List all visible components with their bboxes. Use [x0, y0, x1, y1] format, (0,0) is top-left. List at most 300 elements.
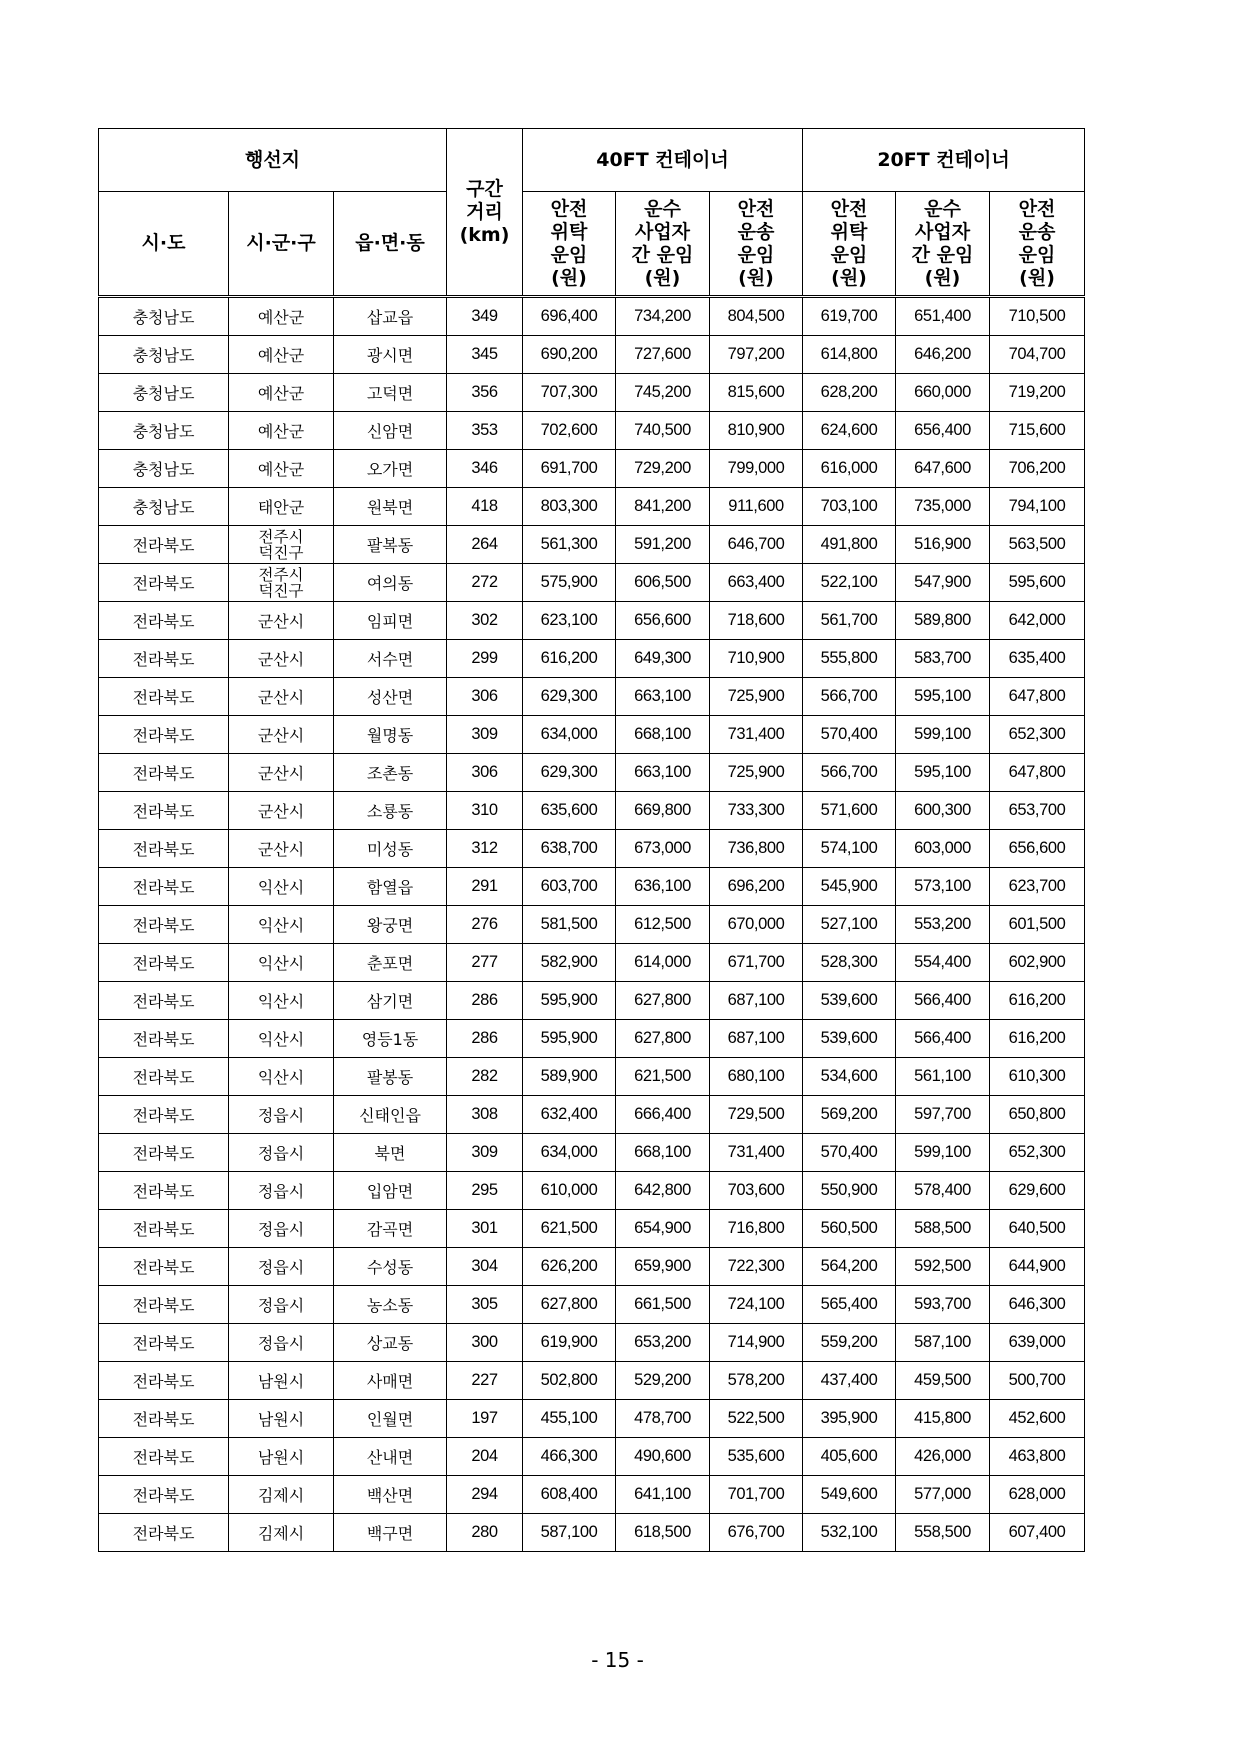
- cell-40ft-safety-transport: 731,400: [710, 1134, 803, 1172]
- cell-20ft-safety-consign: 570,400: [803, 716, 896, 754]
- cell-sigungu: 정읍시: [229, 1248, 334, 1286]
- header-fare-line: (원): [644, 266, 681, 289]
- cell-sido: 전라북도: [99, 1248, 229, 1286]
- cell-sido: 충청남도: [99, 488, 229, 526]
- cell-20ft-safety-consign: 550,900: [803, 1172, 896, 1210]
- cell-40ft-safety-consign: 616,200: [523, 640, 616, 678]
- table-row: [99, 906, 1085, 944]
- cell-40ft-safety-transport: 815,600: [710, 374, 803, 412]
- header-fare-line: (원): [831, 266, 867, 289]
- cell-40ft-safety-transport: 716,800: [710, 1210, 803, 1248]
- table-row: [99, 1514, 1085, 1552]
- cell-20ft-safety-transport: 628,000: [990, 1476, 1085, 1514]
- cell-20ft-safety-transport: 500,700: [990, 1362, 1085, 1400]
- cell-20ft-safety-transport: 656,600: [990, 830, 1085, 868]
- cell-sigungu: 예산군: [229, 336, 334, 374]
- cell-20ft-carrier: 588,500: [896, 1210, 990, 1248]
- header-fare-line: 운수: [644, 197, 681, 220]
- cell-20ft-safety-consign: 569,200: [803, 1096, 896, 1134]
- cell-eupmyeondong: 춘포면: [334, 944, 447, 982]
- cell-20ft-safety-consign: 571,600: [803, 792, 896, 830]
- header-fare-line: (원): [1019, 266, 1055, 289]
- cell-sido: 전라북도: [99, 868, 229, 906]
- table-body: [99, 297, 1085, 1552]
- cell-eupmyeondong: 함열읍: [334, 868, 447, 906]
- cell-40ft-safety-consign: 581,500: [523, 906, 616, 944]
- cell-20ft-safety-consign: 564,200: [803, 1248, 896, 1286]
- cell-eupmyeondong: 미성동: [334, 830, 447, 868]
- cell-40ft-safety-transport: 799,000: [710, 450, 803, 488]
- table-row: [99, 754, 1085, 792]
- header-fare-line: 간 운임: [631, 243, 694, 266]
- cell-40ft-safety-consign: 561,300: [523, 526, 616, 564]
- header-distance-line: (km): [459, 223, 510, 246]
- cell-20ft-safety-consign: 628,200: [803, 374, 896, 412]
- cell-20ft-carrier: 587,100: [896, 1324, 990, 1362]
- cell-sigungu: 정읍시: [229, 1324, 334, 1362]
- cell-20ft-safety-transport: 616,200: [990, 1020, 1085, 1058]
- cell-sigungu: 군산시: [229, 792, 334, 830]
- cell-20ft-carrier: 415,800: [896, 1400, 990, 1438]
- cell-20ft-safety-consign: 532,100: [803, 1514, 896, 1552]
- cell-distance: 346: [447, 450, 523, 488]
- cell-40ft-carrier: 649,300: [616, 640, 710, 678]
- header-fare-line: 위탁: [830, 220, 868, 243]
- cell-sigungu: 익산시: [229, 1058, 334, 1096]
- cell-40ft-carrier: 727,600: [616, 336, 710, 374]
- cell-eupmyeondong: 소룡동: [334, 792, 447, 830]
- table-row: [99, 1020, 1085, 1058]
- header-fare-line: (원): [551, 266, 587, 289]
- cell-40ft-safety-consign: 638,700: [523, 830, 616, 868]
- cell-40ft-safety-transport: 687,100: [710, 982, 803, 1020]
- table-row: [99, 1058, 1085, 1096]
- cell-20ft-safety-transport: 646,300: [990, 1286, 1085, 1324]
- cell-40ft-safety-consign: 589,900: [523, 1058, 616, 1096]
- cell-distance: 282: [447, 1058, 523, 1096]
- page-number: - 15 -: [591, 1648, 644, 1672]
- cell-20ft-carrier: 577,000: [896, 1476, 990, 1514]
- table-row: [99, 1210, 1085, 1248]
- cell-sido: 충청남도: [99, 450, 229, 488]
- cell-sido: 전라북도: [99, 1476, 229, 1514]
- cell-40ft-safety-transport: 731,400: [710, 716, 803, 754]
- header-fare-line: 운임: [830, 243, 868, 266]
- table-row: [99, 944, 1085, 982]
- cell-20ft-carrier: 656,400: [896, 412, 990, 450]
- cell-sido: 전라북도: [99, 1058, 229, 1096]
- cell-40ft-safety-consign: 690,200: [523, 336, 616, 374]
- cell-eupmyeondong: 백산면: [334, 1476, 447, 1514]
- cell-distance: 305: [447, 1286, 523, 1324]
- cell-sido: 전라북도: [99, 1286, 229, 1324]
- cell-20ft-safety-transport: 652,300: [990, 1134, 1085, 1172]
- cell-20ft-safety-consign: 560,500: [803, 1210, 896, 1248]
- cell-sigungu: 익산시: [229, 868, 334, 906]
- cell-20ft-safety-consign: 437,400: [803, 1362, 896, 1400]
- cell-eupmyeondong: 신태인읍: [334, 1096, 447, 1134]
- table-row: [99, 1476, 1085, 1514]
- table-row: [99, 1286, 1085, 1324]
- cell-eupmyeondong: 신암면: [334, 412, 447, 450]
- cell-distance: 295: [447, 1172, 523, 1210]
- cell-20ft-safety-transport: 640,500: [990, 1210, 1085, 1248]
- cell-40ft-safety-transport: 670,000: [710, 906, 803, 944]
- cell-40ft-safety-consign: 635,600: [523, 792, 616, 830]
- cell-sigungu: 전주시 덕진구: [229, 564, 334, 602]
- cell-20ft-safety-consign: 616,000: [803, 450, 896, 488]
- header-fare-line: 운임: [550, 243, 588, 266]
- cell-distance: 306: [447, 678, 523, 716]
- cell-distance: 309: [447, 716, 523, 754]
- cell-40ft-safety-consign: 587,100: [523, 1514, 616, 1552]
- table-row: [99, 602, 1085, 640]
- cell-40ft-safety-transport: 724,100: [710, 1286, 803, 1324]
- cell-sigungu: 군산시: [229, 716, 334, 754]
- cell-20ft-safety-transport: 647,800: [990, 678, 1085, 716]
- cell-eupmyeondong: 북면: [334, 1134, 447, 1172]
- cell-20ft-safety-consign: 614,800: [803, 336, 896, 374]
- header-fare-line: 운송: [737, 220, 775, 243]
- cell-sigungu: 태안군: [229, 488, 334, 526]
- cell-40ft-carrier: 734,200: [616, 297, 710, 336]
- table-row: [99, 374, 1085, 412]
- table-row: [99, 1362, 1085, 1400]
- cell-sido: 전라북도: [99, 1514, 229, 1552]
- cell-sido: 전라북도: [99, 906, 229, 944]
- fare-table-container: [98, 128, 1084, 1552]
- cell-20ft-safety-consign: 574,100: [803, 830, 896, 868]
- cell-40ft-carrier: 529,200: [616, 1362, 710, 1400]
- cell-40ft-safety-consign: 634,000: [523, 1134, 616, 1172]
- cell-20ft-carrier: 589,800: [896, 602, 990, 640]
- header-fare-col: [990, 192, 1085, 297]
- cell-eupmyeondong: 여의동: [334, 564, 447, 602]
- cell-20ft-safety-transport: 635,400: [990, 640, 1085, 678]
- cell-20ft-carrier: 554,400: [896, 944, 990, 982]
- cell-distance: 272: [447, 564, 523, 602]
- header-distance: [447, 129, 523, 297]
- cell-40ft-safety-consign: 627,800: [523, 1286, 616, 1324]
- cell-distance: 294: [447, 1476, 523, 1514]
- cell-20ft-safety-consign: 527,100: [803, 906, 896, 944]
- cell-40ft-carrier: 606,500: [616, 564, 710, 602]
- cell-sigungu: 익산시: [229, 906, 334, 944]
- header-fare-col: [616, 192, 710, 297]
- cell-40ft-carrier: 654,900: [616, 1210, 710, 1248]
- cell-40ft-safety-consign: 502,800: [523, 1362, 616, 1400]
- cell-distance: 302: [447, 602, 523, 640]
- cell-20ft-carrier: 597,700: [896, 1096, 990, 1134]
- table-row: [99, 1438, 1085, 1476]
- cell-40ft-safety-consign: 623,100: [523, 602, 616, 640]
- cell-sido: 전라북도: [99, 1210, 229, 1248]
- cell-40ft-safety-consign: 603,700: [523, 868, 616, 906]
- cell-distance: 353: [447, 412, 523, 450]
- cell-distance: 310: [447, 792, 523, 830]
- cell-distance: 300: [447, 1324, 523, 1362]
- cell-40ft-safety-consign: 634,000: [523, 716, 616, 754]
- cell-distance: 286: [447, 982, 523, 1020]
- cell-eupmyeondong: 농소동: [334, 1286, 447, 1324]
- cell-sigungu: 정읍시: [229, 1096, 334, 1134]
- cell-distance: 276: [447, 906, 523, 944]
- cell-eupmyeondong: 왕궁면: [334, 906, 447, 944]
- header-fare-col: [803, 192, 896, 297]
- cell-40ft-safety-consign: 702,600: [523, 412, 616, 450]
- table-row: [99, 297, 1085, 336]
- cell-sigungu: 익산시: [229, 944, 334, 982]
- table-row: [99, 868, 1085, 906]
- cell-sido: 전라북도: [99, 678, 229, 716]
- cell-eupmyeondong: 인월면: [334, 1400, 447, 1438]
- cell-20ft-carrier: 566,400: [896, 1020, 990, 1058]
- cell-20ft-safety-transport: 706,200: [990, 450, 1085, 488]
- cell-distance: 291: [447, 868, 523, 906]
- cell-40ft-carrier: 663,100: [616, 754, 710, 792]
- cell-20ft-safety-transport: 642,000: [990, 602, 1085, 640]
- cell-eupmyeondong: 월명동: [334, 716, 447, 754]
- cell-20ft-carrier: 553,200: [896, 906, 990, 944]
- cell-20ft-safety-transport: 644,900: [990, 1248, 1085, 1286]
- cell-sido: 전라북도: [99, 1438, 229, 1476]
- cell-40ft-safety-transport: 701,700: [710, 1476, 803, 1514]
- cell-sido: 전라북도: [99, 716, 229, 754]
- header-fare-line: 운송: [1018, 220, 1056, 243]
- cell-40ft-carrier: 641,100: [616, 1476, 710, 1514]
- cell-distance: 286: [447, 1020, 523, 1058]
- cell-40ft-safety-transport: 733,300: [710, 792, 803, 830]
- cell-20ft-safety-transport: 610,300: [990, 1058, 1085, 1096]
- cell-eupmyeondong: 원북면: [334, 488, 447, 526]
- cell-20ft-carrier: 573,100: [896, 868, 990, 906]
- cell-40ft-carrier: 612,500: [616, 906, 710, 944]
- header-distance-line: 구간: [466, 177, 503, 200]
- cell-40ft-safety-consign: 626,200: [523, 1248, 616, 1286]
- cell-20ft-safety-consign: 619,700: [803, 297, 896, 336]
- cell-20ft-safety-consign: 559,200: [803, 1324, 896, 1362]
- cell-20ft-safety-transport: 616,200: [990, 982, 1085, 1020]
- cell-distance: 345: [447, 336, 523, 374]
- cell-20ft-safety-consign: 539,600: [803, 1020, 896, 1058]
- cell-20ft-safety-consign: 395,900: [803, 1400, 896, 1438]
- cell-40ft-safety-consign: 575,900: [523, 564, 616, 602]
- cell-20ft-carrier: 595,100: [896, 754, 990, 792]
- table-row: [99, 1172, 1085, 1210]
- cell-40ft-safety-consign: 803,300: [523, 488, 616, 526]
- cell-eupmyeondong: 오가면: [334, 450, 447, 488]
- cell-sigungu: 예산군: [229, 450, 334, 488]
- header-fare-col: [896, 192, 990, 297]
- table-row: [99, 526, 1085, 564]
- cell-eupmyeondong: 고덕면: [334, 374, 447, 412]
- cell-eupmyeondong: 수성동: [334, 1248, 447, 1286]
- header-fare-line: 간 운임: [911, 243, 974, 266]
- cell-20ft-safety-consign: 549,600: [803, 1476, 896, 1514]
- cell-20ft-safety-consign: 566,700: [803, 754, 896, 792]
- cell-sigungu: 예산군: [229, 297, 334, 336]
- header-sido: 시·도: [99, 192, 229, 297]
- cell-sido: 전라북도: [99, 830, 229, 868]
- cell-sigungu: 군산시: [229, 830, 334, 868]
- header-fare-line: 사업자: [914, 220, 971, 243]
- cell-distance: 264: [447, 526, 523, 564]
- cell-40ft-safety-transport: 804,500: [710, 297, 803, 336]
- cell-20ft-safety-transport: 607,400: [990, 1514, 1085, 1552]
- cell-40ft-safety-transport: 687,100: [710, 1020, 803, 1058]
- cell-20ft-carrier: 426,000: [896, 1438, 990, 1476]
- cell-20ft-safety-consign: 405,600: [803, 1438, 896, 1476]
- cell-40ft-carrier: 659,900: [616, 1248, 710, 1286]
- fare-table: [98, 128, 1085, 1552]
- header-fare-line: 안전: [737, 197, 775, 220]
- cell-40ft-carrier: 661,500: [616, 1286, 710, 1324]
- cell-eupmyeondong: 조촌동: [334, 754, 447, 792]
- table-row: [99, 640, 1085, 678]
- cell-sido: 전라북도: [99, 526, 229, 564]
- cell-eupmyeondong: 상교동: [334, 1324, 447, 1362]
- cell-sido: 전라북도: [99, 602, 229, 640]
- cell-20ft-safety-consign: 539,600: [803, 982, 896, 1020]
- cell-sido: 전라북도: [99, 1096, 229, 1134]
- cell-40ft-safety-consign: 691,700: [523, 450, 616, 488]
- cell-40ft-carrier: 740,500: [616, 412, 710, 450]
- cell-20ft-carrier: 459,500: [896, 1362, 990, 1400]
- cell-40ft-safety-transport: 797,200: [710, 336, 803, 374]
- cell-20ft-carrier: 660,000: [896, 374, 990, 412]
- cell-sigungu: 정읍시: [229, 1134, 334, 1172]
- cell-20ft-carrier: 595,100: [896, 678, 990, 716]
- cell-20ft-safety-consign: 528,300: [803, 944, 896, 982]
- cell-distance: 197: [447, 1400, 523, 1438]
- cell-20ft-safety-transport: 452,600: [990, 1400, 1085, 1438]
- cell-40ft-carrier: 591,200: [616, 526, 710, 564]
- cell-distance: 227: [447, 1362, 523, 1400]
- cell-20ft-carrier: 561,100: [896, 1058, 990, 1096]
- cell-distance: 349: [447, 297, 523, 336]
- cell-20ft-carrier: 516,900: [896, 526, 990, 564]
- cell-sido: 충청남도: [99, 297, 229, 336]
- cell-40ft-carrier: 841,200: [616, 488, 710, 526]
- table-row: [99, 450, 1085, 488]
- cell-40ft-safety-transport: 722,300: [710, 1248, 803, 1286]
- cell-40ft-carrier: 663,100: [616, 678, 710, 716]
- header-fare-line: 운임: [1018, 243, 1056, 266]
- cell-40ft-carrier: 614,000: [616, 944, 710, 982]
- cell-40ft-safety-transport: 703,600: [710, 1172, 803, 1210]
- header-distance-line: 거리: [466, 200, 503, 223]
- cell-20ft-safety-transport: 639,000: [990, 1324, 1085, 1362]
- header-fare-line: 위탁: [550, 220, 588, 243]
- cell-sido: 전라북도: [99, 1400, 229, 1438]
- cell-sido: 전라북도: [99, 982, 229, 1020]
- header-eupmyeondong: 읍·면·동: [334, 192, 447, 297]
- cell-40ft-carrier: 666,400: [616, 1096, 710, 1134]
- cell-sigungu: 군산시: [229, 640, 334, 678]
- cell-sido: 전라북도: [99, 754, 229, 792]
- cell-40ft-safety-transport: 736,800: [710, 830, 803, 868]
- cell-40ft-safety-consign: 621,500: [523, 1210, 616, 1248]
- cell-20ft-carrier: 599,100: [896, 716, 990, 754]
- cell-sido: 전라북도: [99, 792, 229, 830]
- table-row: [99, 830, 1085, 868]
- cell-distance: 308: [447, 1096, 523, 1134]
- cell-sido: 충청남도: [99, 374, 229, 412]
- cell-eupmyeondong: 영등1동: [334, 1020, 447, 1058]
- cell-distance: 304: [447, 1248, 523, 1286]
- header-fare-line: 안전: [550, 197, 588, 220]
- cell-distance: 301: [447, 1210, 523, 1248]
- header-sigungu: 시·군·구: [229, 192, 334, 297]
- table-row: [99, 564, 1085, 602]
- cell-distance: 418: [447, 488, 523, 526]
- cell-40ft-carrier: 627,800: [616, 1020, 710, 1058]
- cell-sigungu: 정읍시: [229, 1210, 334, 1248]
- cell-40ft-safety-transport: 725,900: [710, 754, 803, 792]
- cell-sigungu: 남원시: [229, 1438, 334, 1476]
- cell-20ft-safety-transport: 650,800: [990, 1096, 1085, 1134]
- cell-20ft-safety-consign: 561,700: [803, 602, 896, 640]
- cell-40ft-carrier: 668,100: [616, 1134, 710, 1172]
- cell-20ft-carrier: 600,300: [896, 792, 990, 830]
- cell-40ft-safety-transport: 911,600: [710, 488, 803, 526]
- cell-eupmyeondong: 팔복동: [334, 526, 447, 564]
- cell-distance: 299: [447, 640, 523, 678]
- cell-20ft-safety-transport: 595,600: [990, 564, 1085, 602]
- cell-20ft-safety-transport: 653,700: [990, 792, 1085, 830]
- cell-20ft-safety-transport: 563,500: [990, 526, 1085, 564]
- cell-eupmyeondong: 백구면: [334, 1514, 447, 1552]
- cell-20ft-safety-transport: 719,200: [990, 374, 1085, 412]
- cell-20ft-carrier: 603,000: [896, 830, 990, 868]
- cell-40ft-safety-transport: 676,700: [710, 1514, 803, 1552]
- table-row: [99, 1400, 1085, 1438]
- cell-eupmyeondong: 사매면: [334, 1362, 447, 1400]
- cell-20ft-safety-transport: 652,300: [990, 716, 1085, 754]
- cell-20ft-safety-consign: 703,100: [803, 488, 896, 526]
- cell-distance: 204: [447, 1438, 523, 1476]
- cell-20ft-carrier: 647,600: [896, 450, 990, 488]
- cell-distance: 280: [447, 1514, 523, 1552]
- cell-sigungu: 정읍시: [229, 1172, 334, 1210]
- cell-20ft-carrier: 735,000: [896, 488, 990, 526]
- cell-40ft-safety-transport: 710,900: [710, 640, 803, 678]
- cell-20ft-safety-consign: 522,100: [803, 564, 896, 602]
- cell-20ft-safety-transport: 629,600: [990, 1172, 1085, 1210]
- cell-40ft-safety-transport: 696,200: [710, 868, 803, 906]
- cell-20ft-safety-consign: 491,800: [803, 526, 896, 564]
- cell-40ft-carrier: 636,100: [616, 868, 710, 906]
- cell-20ft-safety-transport: 601,500: [990, 906, 1085, 944]
- cell-eupmyeondong: 입암면: [334, 1172, 447, 1210]
- cell-40ft-carrier: 729,200: [616, 450, 710, 488]
- cell-40ft-safety-consign: 455,100: [523, 1400, 616, 1438]
- cell-sigungu: 정읍시: [229, 1286, 334, 1324]
- cell-40ft-carrier: 627,800: [616, 982, 710, 1020]
- cell-40ft-safety-transport: 535,600: [710, 1438, 803, 1476]
- cell-40ft-carrier: 656,600: [616, 602, 710, 640]
- cell-40ft-safety-transport: 671,700: [710, 944, 803, 982]
- cell-sido: 전라북도: [99, 564, 229, 602]
- cell-20ft-carrier: 646,200: [896, 336, 990, 374]
- cell-40ft-carrier: 653,200: [616, 1324, 710, 1362]
- table-row: [99, 1248, 1085, 1286]
- cell-40ft-safety-transport: 522,500: [710, 1400, 803, 1438]
- cell-40ft-safety-consign: 619,900: [523, 1324, 616, 1362]
- header-fare-col: [710, 192, 803, 297]
- cell-eupmyeondong: 광시면: [334, 336, 447, 374]
- cell-40ft-safety-consign: 632,400: [523, 1096, 616, 1134]
